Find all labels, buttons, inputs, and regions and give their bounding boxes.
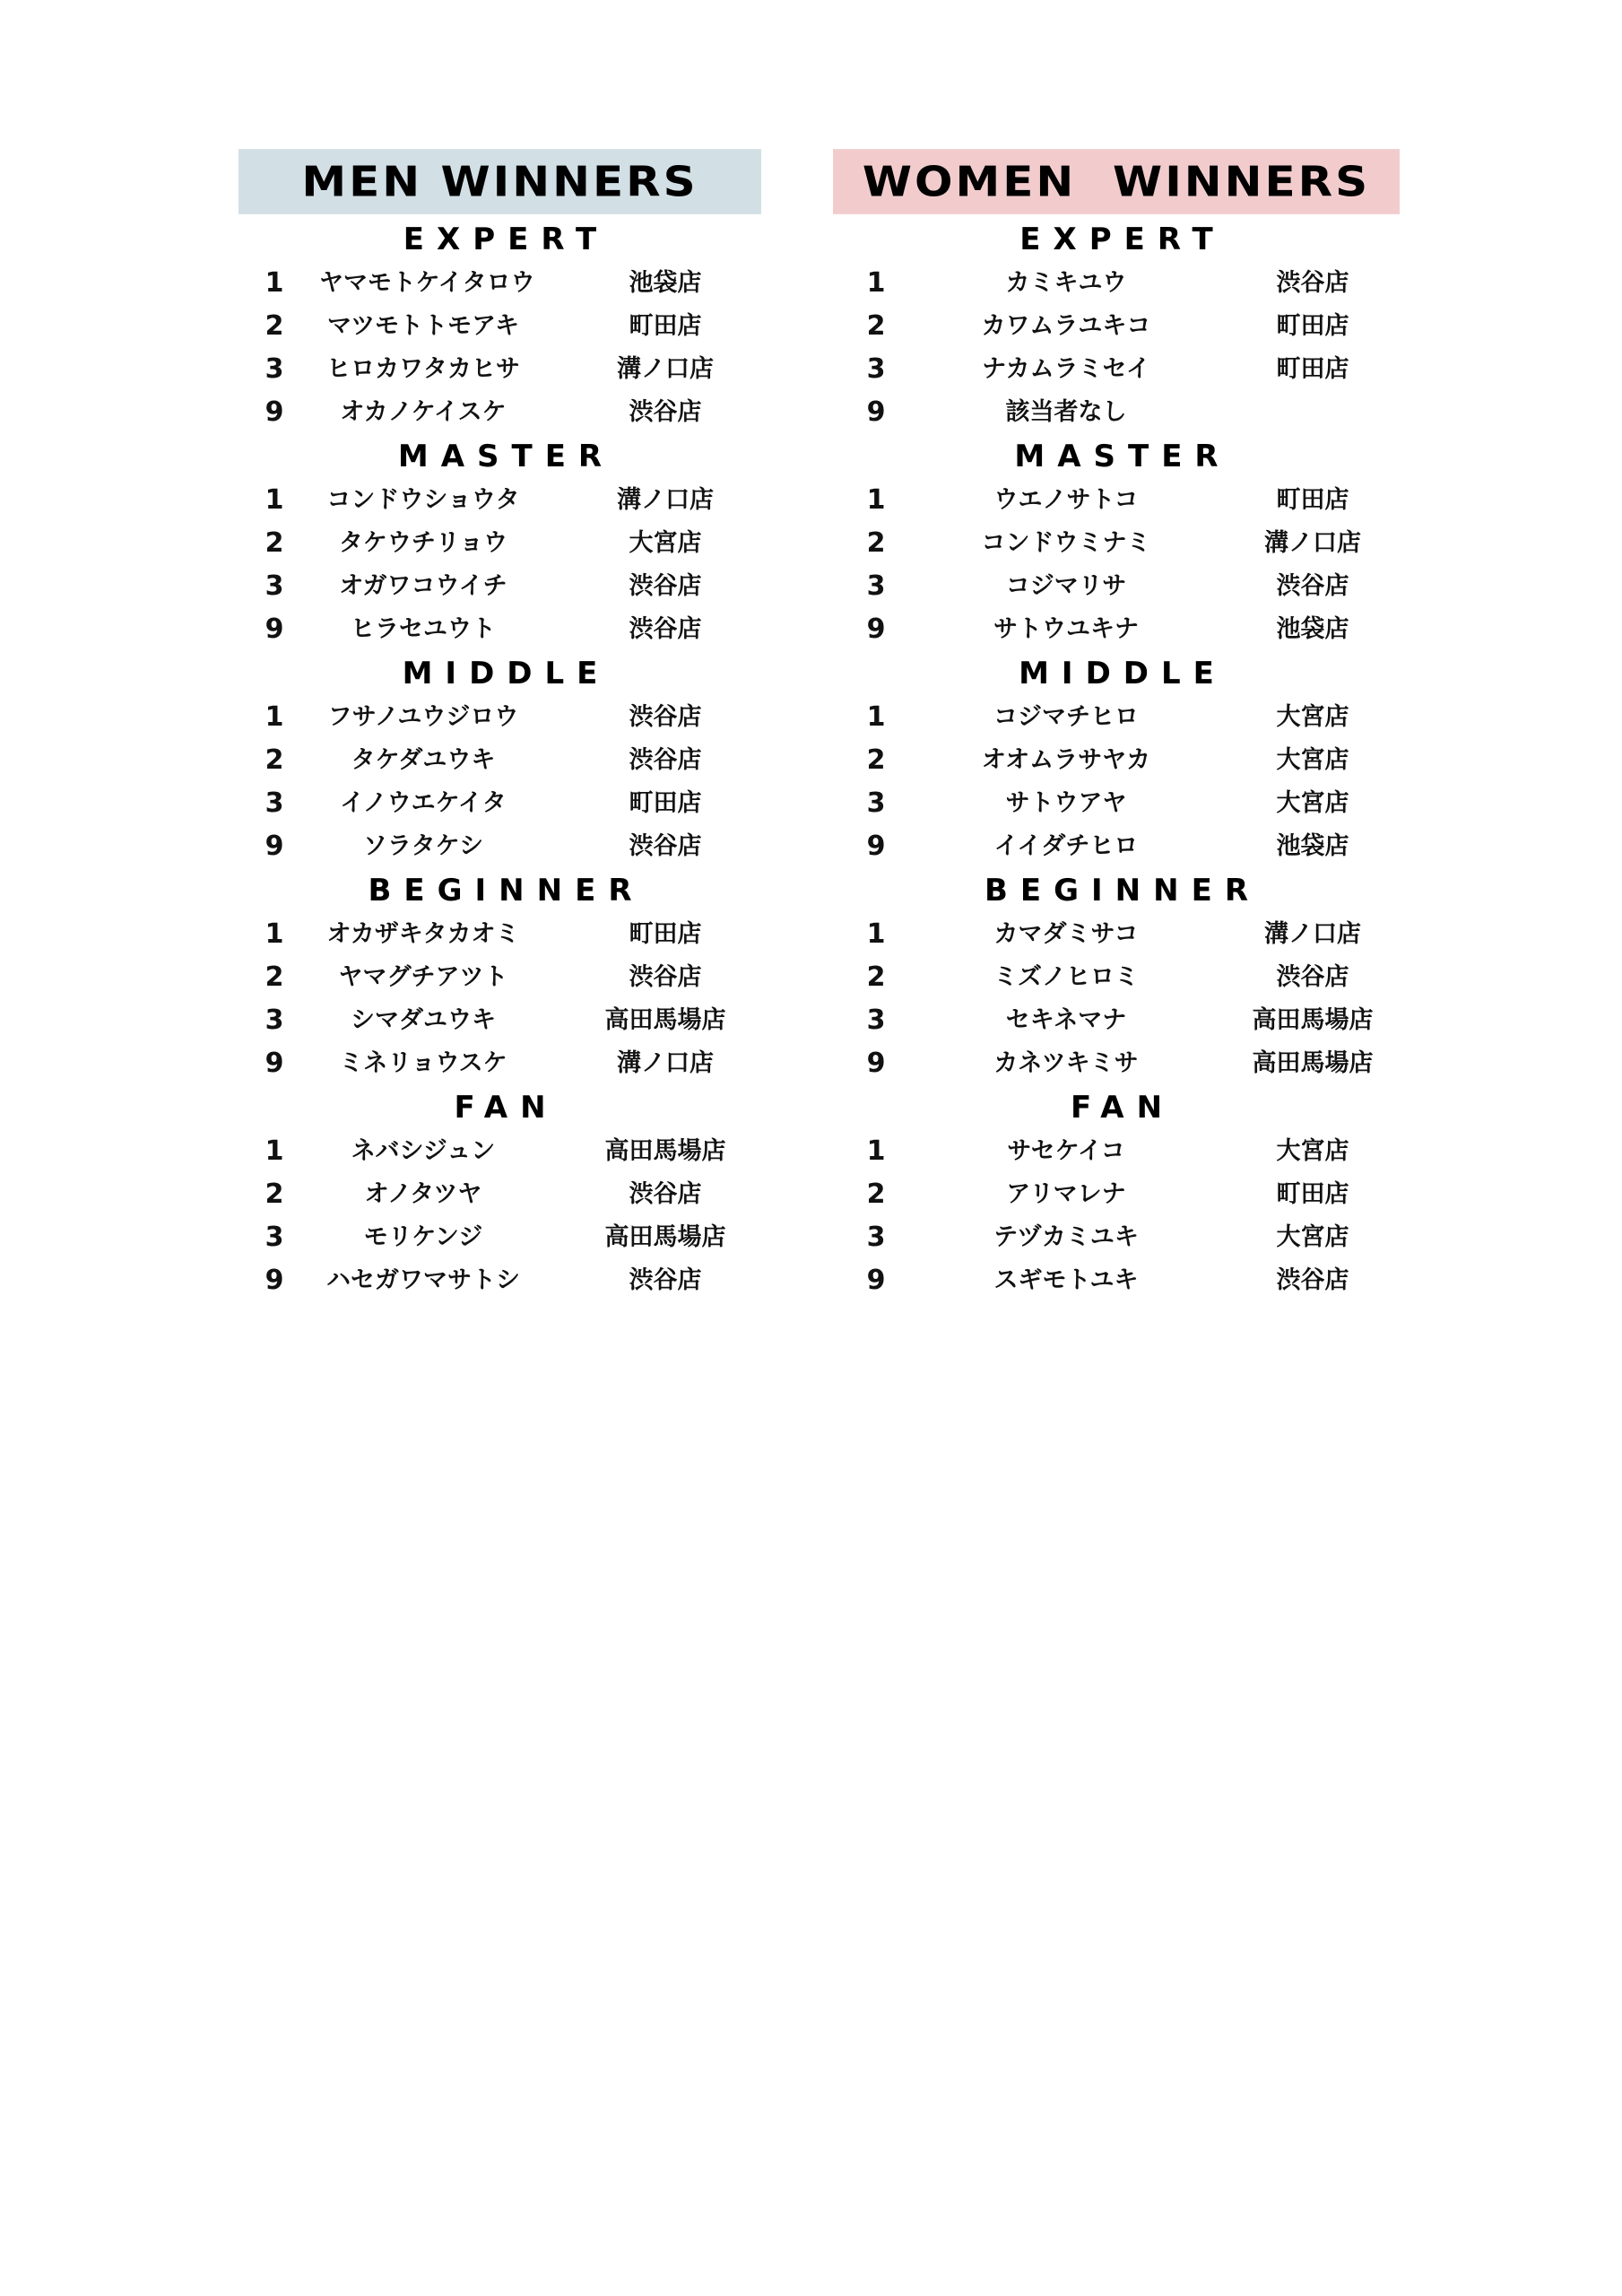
- rank-number: 1: [265, 701, 284, 733]
- winner-row: [833, 956, 1400, 999]
- shop-name: 渋谷店: [629, 1180, 702, 1208]
- winner-name: コジマチヒロ: [993, 703, 1139, 731]
- winner-row: [833, 391, 1400, 434]
- shop-name: 池袋店: [1276, 832, 1349, 860]
- shop-name: 溝ノ口店: [1264, 920, 1361, 948]
- rank-number: 1: [866, 484, 886, 516]
- winner-name: カマダミサコ: [993, 920, 1139, 948]
- winner-name: オカノケイスケ: [340, 398, 507, 426]
- shop-name: 町田店: [1276, 486, 1349, 514]
- shop-name: 池袋店: [629, 269, 702, 297]
- winner-row: [833, 913, 1400, 956]
- winner-name: イノウエケイタ: [340, 789, 507, 817]
- rank-number: 2: [866, 744, 886, 776]
- shop-name: 渋谷店: [1276, 963, 1349, 991]
- winner-row: [833, 999, 1400, 1042]
- winner-row: [239, 391, 761, 434]
- winner-row: [833, 565, 1400, 608]
- rank-number: 2: [866, 310, 886, 342]
- winner-row: [239, 956, 761, 999]
- shop-name: 渋谷店: [629, 398, 702, 426]
- winner-name: ミズノヒロミ: [993, 963, 1139, 991]
- rank-number: 9: [866, 396, 886, 428]
- shop-name: 大宮店: [1276, 789, 1349, 817]
- winner-row: [239, 825, 761, 868]
- women-winners-column: [833, 146, 1400, 1302]
- winner-name: モリケンジ: [363, 1223, 483, 1251]
- rank-number: 1: [265, 267, 284, 299]
- shop-name: 大宮店: [629, 529, 702, 557]
- winner-row: [239, 522, 761, 565]
- shop-name: 渋谷店: [1276, 1266, 1349, 1294]
- winner-name: タケダユウキ: [351, 746, 496, 774]
- winner-name: ヤマモトケイタロウ: [319, 269, 535, 297]
- winner-row: [239, 305, 761, 348]
- rank-number: 9: [265, 831, 284, 862]
- women-sections: [833, 217, 1400, 1302]
- winner-name: 該当者なし: [1005, 398, 1127, 426]
- winner-row: [833, 825, 1400, 868]
- winner-name: カミキユウ: [1005, 269, 1127, 297]
- shop-name: 高田馬場店: [1252, 1049, 1374, 1077]
- category-heading: MASTER: [1014, 439, 1231, 474]
- shop-name: 大宮店: [1276, 746, 1349, 774]
- winner-row: [833, 262, 1400, 305]
- winner-row: [239, 479, 761, 522]
- winner-name: サトウユキナ: [993, 615, 1139, 643]
- rank-number: 9: [866, 613, 886, 645]
- rank-number: 3: [866, 353, 886, 385]
- shop-name: 大宮店: [1276, 1137, 1349, 1165]
- rank-number: 9: [265, 613, 284, 645]
- winner-name: アリマレナ: [1006, 1180, 1126, 1208]
- rank-number: 1: [866, 267, 886, 299]
- shop-name: 町田店: [629, 920, 702, 948]
- rank-number: 3: [265, 787, 284, 819]
- rank-number: 1: [265, 484, 284, 516]
- winner-row: [833, 696, 1400, 739]
- rank-number: 2: [866, 961, 886, 993]
- winner-row: [833, 1130, 1400, 1173]
- rank-number: 1: [866, 1135, 886, 1167]
- category-heading: MIDDLE: [402, 656, 611, 691]
- rank-number: 3: [265, 353, 284, 385]
- winner-name: コジマリサ: [1005, 572, 1127, 600]
- winner-row: [239, 348, 761, 391]
- winner-name: ヒロカワタカヒサ: [326, 355, 520, 383]
- category-heading: BEGINNER: [368, 873, 645, 909]
- winner-row: [239, 782, 761, 825]
- shop-name: 町田店: [1276, 312, 1349, 340]
- rank-number: 2: [265, 961, 284, 993]
- shop-name: 高田馬場店: [604, 1006, 726, 1034]
- winner-row: [833, 1216, 1400, 1259]
- winner-name: タケウチリョウ: [338, 529, 508, 557]
- winner-name: ウエノサトコ: [993, 486, 1139, 514]
- winner-name: オガワコウイチ: [339, 572, 507, 600]
- rank-number: 3: [866, 1004, 886, 1036]
- rank-number: 1: [866, 918, 886, 950]
- rank-number: 2: [265, 310, 284, 342]
- shop-name: 渋谷店: [1276, 269, 1349, 297]
- winner-name: ヤマグチアツト: [338, 963, 508, 991]
- shop-name: 溝ノ口店: [617, 355, 714, 383]
- winner-row: [239, 1042, 761, 1085]
- winner-row: [833, 305, 1400, 348]
- winner-row: [239, 913, 761, 956]
- winner-row: [239, 696, 761, 739]
- shop-name: 高田馬場店: [1252, 1006, 1374, 1034]
- rank-number: 9: [866, 1265, 886, 1296]
- shop-name: 町田店: [629, 789, 702, 817]
- rank-number: 2: [866, 527, 886, 559]
- winner-row: [239, 1173, 761, 1216]
- rank-number: 2: [265, 744, 284, 776]
- winner-row: [239, 1130, 761, 1173]
- winner-row: [833, 479, 1400, 522]
- shop-name: 渋谷店: [629, 572, 702, 600]
- winner-name: スギモトユキ: [993, 1266, 1139, 1294]
- shop-name: 渋谷店: [629, 703, 702, 731]
- women-winners-title: WOMEN WINNERS: [833, 149, 1400, 214]
- winner-row: [833, 348, 1400, 391]
- category-heading: EXPERT: [1019, 222, 1226, 257]
- rank-number: 2: [265, 1178, 284, 1210]
- rank-number: 3: [866, 570, 886, 602]
- winner-name: ハセガワマサトシ: [326, 1266, 520, 1294]
- winner-name: ヒラセユウト: [351, 615, 496, 643]
- category-heading: FAN: [1070, 1090, 1175, 1126]
- shop-name: 溝ノ口店: [617, 1049, 714, 1077]
- winner-name: ネバシジュン: [351, 1137, 496, 1165]
- rank-number: 2: [866, 1178, 886, 1210]
- rank-number: 3: [265, 1222, 284, 1253]
- men-sections: [239, 217, 761, 1302]
- winner-name: テヅカミユキ: [993, 1223, 1139, 1251]
- category-heading: EXPERT: [403, 222, 610, 257]
- shop-name: 池袋店: [1276, 615, 1349, 643]
- rank-number: 3: [265, 1004, 284, 1036]
- men-winners-title: MEN WINNERS: [239, 149, 761, 214]
- rank-number: 1: [866, 701, 886, 733]
- shop-name: 溝ノ口店: [1264, 529, 1361, 557]
- winner-name: コンドウミナミ: [981, 529, 1151, 557]
- winner-row: [833, 1042, 1400, 1085]
- rank-number: 3: [265, 570, 284, 602]
- winner-row: [833, 608, 1400, 651]
- category-heading: MASTER: [397, 439, 615, 474]
- winner-row: [239, 565, 761, 608]
- category-heading: FAN: [454, 1090, 559, 1126]
- winner-row: [833, 782, 1400, 825]
- shop-name: 大宮店: [1276, 703, 1349, 731]
- shop-name: 高田馬場店: [604, 1137, 726, 1165]
- rank-number: 9: [265, 396, 284, 428]
- winner-row: [239, 999, 761, 1042]
- winner-row: [239, 739, 761, 782]
- category-heading: BEGINNER: [984, 873, 1261, 909]
- shop-name: 渋谷店: [629, 615, 702, 643]
- rank-number: 1: [265, 1135, 284, 1167]
- winner-row: [833, 1173, 1400, 1216]
- category-heading: MIDDLE: [1019, 656, 1227, 691]
- rank-number: 9: [866, 1048, 886, 1079]
- winner-name: セキネマナ: [1005, 1006, 1127, 1034]
- winner-row: [833, 1259, 1400, 1302]
- shop-name: 渋谷店: [629, 746, 702, 774]
- shop-name: 渋谷店: [629, 832, 702, 860]
- shop-name: 渋谷店: [629, 1266, 702, 1294]
- winner-name: オノタツヤ: [364, 1180, 482, 1208]
- shop-name: 町田店: [1276, 355, 1349, 383]
- winner-name: サセケイコ: [1007, 1137, 1125, 1165]
- shop-name: 渋谷店: [629, 963, 702, 991]
- winner-name: ナカムラミセイ: [982, 355, 1150, 383]
- winner-row: [833, 739, 1400, 782]
- men-winners-column: [239, 146, 761, 1302]
- shop-name: 溝ノ口店: [617, 486, 714, 514]
- rank-number: 9: [265, 1265, 284, 1296]
- winner-row: [239, 1216, 761, 1259]
- winner-name: イイダチヒロ: [993, 832, 1139, 860]
- rank-number: 3: [866, 1222, 886, 1253]
- winner-row: [833, 522, 1400, 565]
- shop-name: 渋谷店: [1276, 572, 1349, 600]
- winner-name: オカザキタカオミ: [326, 920, 520, 948]
- winner-name: カネツキミサ: [993, 1049, 1139, 1077]
- rank-number: 1: [265, 918, 284, 950]
- winner-row: [239, 608, 761, 651]
- shop-name: 町田店: [629, 312, 702, 340]
- rank-number: 9: [265, 1048, 284, 1079]
- winner-row: [239, 1259, 761, 1302]
- shop-name: 町田店: [1276, 1180, 1349, 1208]
- winner-name: オオムラサヤカ: [981, 746, 1151, 774]
- winner-name: フサノユウジロウ: [327, 703, 519, 731]
- shop-name: 大宮店: [1276, 1223, 1349, 1251]
- winner-name: ミネリョウスケ: [339, 1049, 507, 1077]
- rank-number: 9: [866, 831, 886, 862]
- winner-name: ソラタケシ: [362, 832, 484, 860]
- winner-name: マツモトトモアキ: [326, 312, 520, 340]
- winner-name: シマダユウキ: [351, 1006, 496, 1034]
- winner-row: [239, 262, 761, 305]
- shop-name: 高田馬場店: [604, 1223, 726, 1251]
- winner-name: コンドウショウタ: [326, 486, 520, 514]
- rank-number: 3: [866, 787, 886, 819]
- rank-number: 2: [265, 527, 284, 559]
- winner-name: カワムラユキコ: [981, 312, 1151, 340]
- winner-name: サトウアヤ: [1005, 789, 1127, 817]
